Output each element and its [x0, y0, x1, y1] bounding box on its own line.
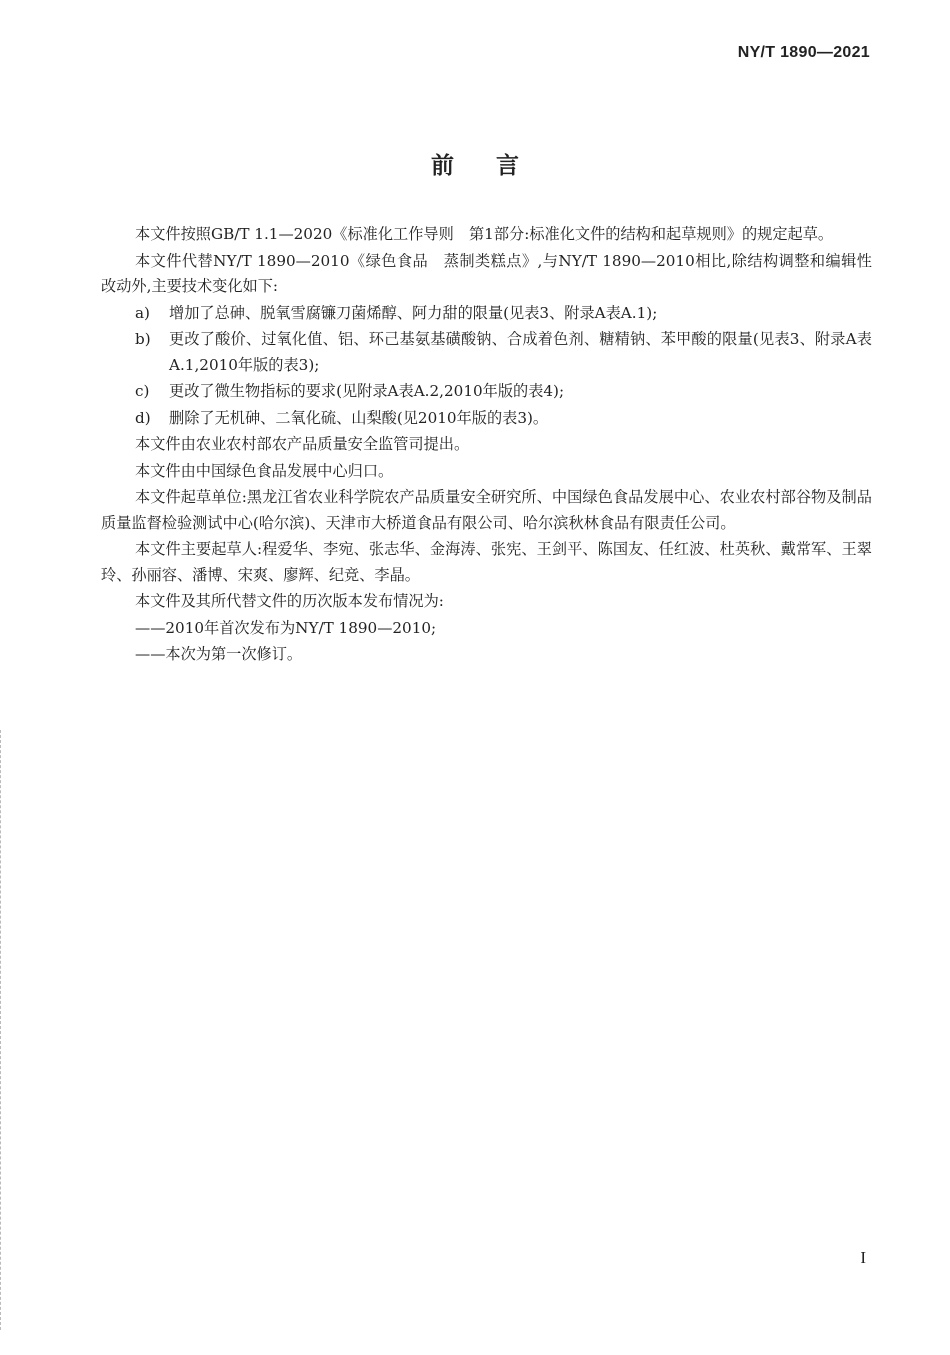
paragraph-drafting-rules: 本文件按照GB/T 1.1—2020《标准化工作导则 第1部分:标准化文件的结构和起草规则》的规定起草。 — [135, 225, 834, 243]
page-title: 前言 — [431, 153, 561, 179]
list-item — [101, 301, 872, 327]
paragraph-centralized-unit: 本文件由中国绿色食品发展中心归口。 — [135, 461, 394, 480]
history-item: ——2010年首次发布为NY/T 1890—2010; — [135, 618, 437, 637]
paragraph-drafters: 本文件主要起草人:程爱华、李宛、张志华、金海涛、张宪、王剑平、陈国友、任红波、杜英秋、戴常军、王翠玲、孙丽容、潘博、宋爽、廖辉、纪竞、李晶。 — [101, 540, 872, 584]
standard-code: NY/T 1890—2021 — [737, 44, 870, 61]
paragraph-replacement: 本文件代替NY/T 1890—2010《绿色食品 蒸制类糕点》,与NY/T 1890—2010相比,除结构调整和编辑性改动外,主要技术变化如下: — [101, 251, 872, 295]
page-number: I — [860, 1248, 866, 1267]
list-item — [101, 379, 872, 405]
history-item: ——本次为第一次修订。 — [135, 645, 303, 663]
list-item-text: 删除了无机砷、二氧化硫、山梨酸(见2010年版的表3)。 — [169, 408, 549, 427]
list-item-text: 增加了总砷、脱氧雪腐镰刀菌烯醇、阿力甜的限量(见表3、附录A表A.1); — [169, 303, 658, 322]
list-item-text: 更改了酸价、过氧化值、铝、环己基氨基磺酸钠、合成着色剂、糖精钠、苯甲酸的限量(见表3、附录A表A.1,2010年版的表3); — [169, 330, 872, 374]
scan-edge-mark — [0, 730, 4, 1330]
list-item-marker: d) — [135, 408, 151, 427]
list-item-marker: a) — [135, 303, 150, 322]
list-item-marker: b) — [135, 330, 151, 348]
paragraph-drafting-units: 本文件起草单位:黑龙江省农业科学院农产品质量安全研究所、中国绿色食品发展中心、农业农村部谷物及制品质量监督检验测试中心(哈尔滨)、天津市大桥道食品有限公司、哈尔滨秋林食品有限责任公司。 — [101, 488, 872, 532]
list-item — [101, 406, 872, 432]
list-item-marker: c) — [135, 382, 150, 400]
paragraph-version-history: 本文件及其所代替文件的历次版本发布情况为: — [135, 592, 444, 610]
list-item-text: 更改了微生物指标的要求(见附录A表A.2,2010年版的表4); — [169, 382, 565, 400]
list-item — [101, 327, 872, 378]
foreword-body — [101, 222, 872, 669]
paragraph-proposer: 本文件由农业农村部农产品质量安全监管司提出。 — [135, 435, 470, 453]
